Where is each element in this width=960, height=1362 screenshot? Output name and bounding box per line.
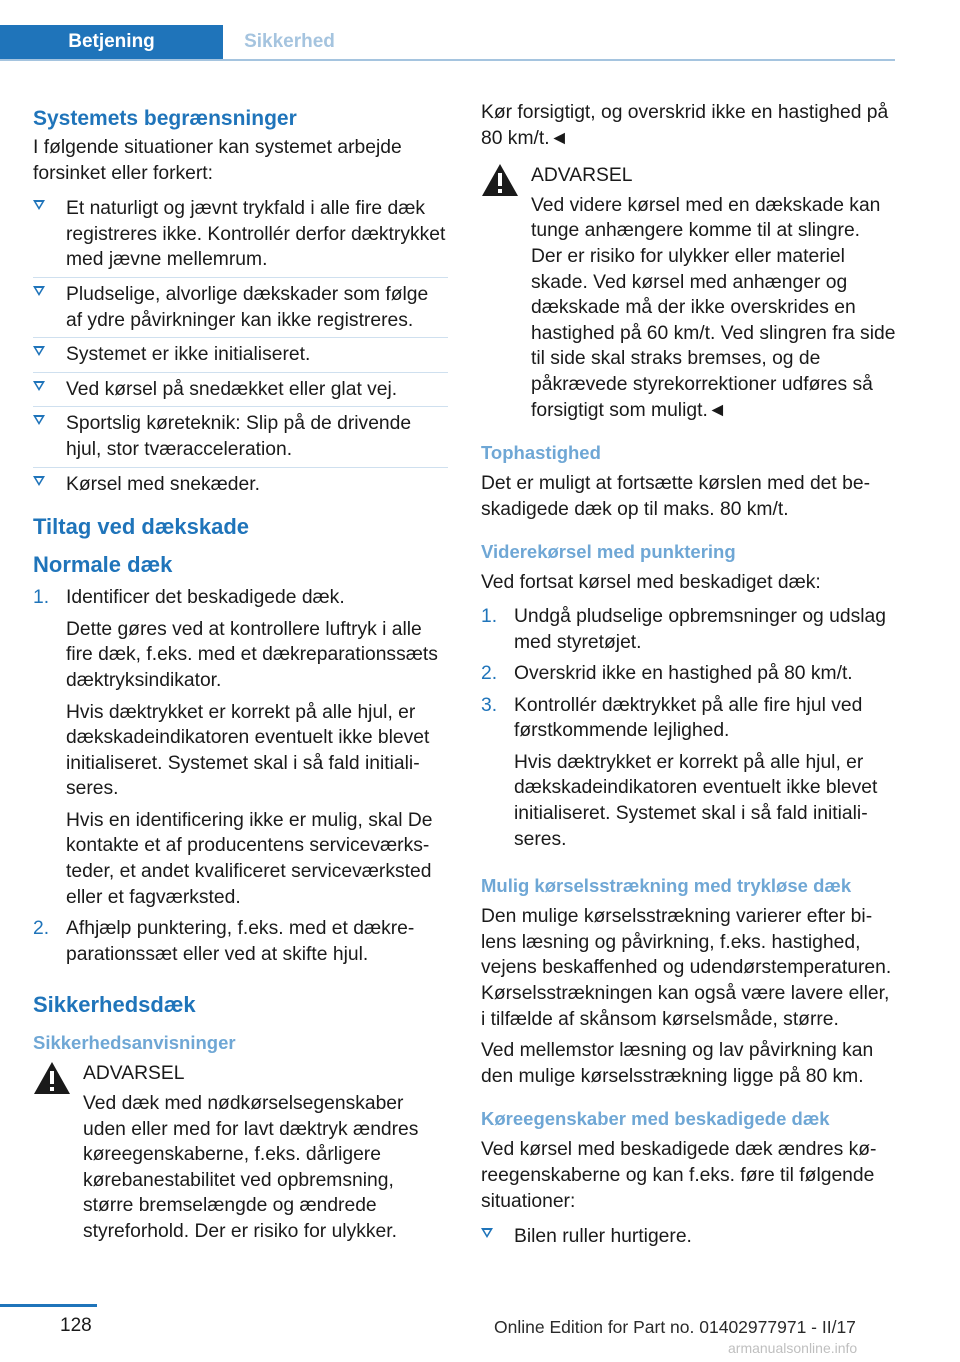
warning-text: Ved dæk med nødkørselsegenskaber uden eller med for lavt dæktryk ændres køreegenskaberne, f.eks. dårligere kørebanestabilitet ved opbremsning, større bremselængde og ændrede styreforhold. Der er risiko for ulykker. (83, 1093, 419, 1242)
warning-title: ADVARSEL (531, 165, 633, 187)
list-number: 1. (481, 605, 498, 627)
footer-accent-line (0, 1304, 97, 1307)
warning-triangle-icon (33, 1061, 71, 1095)
triangle-bullet-icon (33, 476, 45, 486)
tab-sikkerhed[interactable]: Sikkerhed (244, 31, 335, 52)
bullet-list-koereegenskaber (481, 1220, 896, 1254)
tab-betjening[interactable]: Betjening (0, 25, 223, 59)
list-number: 2. (481, 663, 498, 685)
header-divider (0, 59, 895, 61)
warning-box (33, 1061, 448, 1244)
list-item: 2. Overskrid ikke en hastighed på 80 km/t. (481, 659, 896, 691)
section-title-systemets-begraensninger: Systemets begrænsninger (33, 107, 297, 130)
list-item: Kørsel med snekæder. (33, 467, 448, 502)
warning-text: Ved videre kørsel med en dækskade kan tunge anhængere komme til at slingre. Der er risiko for ulykker eller materiel skade. Ved kørsel med anhænger og dækskade må der ikke overskrides en hastighed på 60 km/t. Ved slingren fra side til side skal straks bremses, og de påkrævede styrekorrektioner udføres så forsigtigt som muligt.◄ (531, 194, 896, 421)
list-number: 2. (33, 918, 50, 940)
triangle-bullet-icon (481, 1228, 493, 1238)
paragraph-mulig-1: Den mulige kørselsstrækning varierer efter bilens læsning og påvirkning, f.eks. hastighed, vejens beskaffenhed og udendørstemperaturen. Kørselsstrækningen kan også være lavere eller, i tilfælde af skånsom kørselsmåde, større. (481, 906, 892, 1030)
list-item: 2. Afhjælp punktering, f.eks. med et dækreparationssæt eller ved at skifte hjul. (33, 918, 415, 965)
subsection-title-tophastighed: Tophastighed (481, 442, 601, 464)
list-number: 3. (481, 694, 498, 716)
list-item: Et naturligt og jævnt trykfald i alle fire dæk registreres ikke. Kontrollér derfor dæktrykket med jævne mellemrum. (33, 192, 448, 277)
triangle-bullet-icon (33, 415, 45, 425)
paragraph-intro: I følgende situationer kan systemet arbejde forsinket eller forkert: (33, 137, 402, 184)
edition-text: Online Edition for Part no. 01402977971 - II/17 (494, 1317, 856, 1337)
triangle-bullet-icon (33, 346, 45, 356)
triangle-bullet-icon (33, 381, 45, 391)
left-column (33, 100, 448, 1255)
warning-title: ADVARSEL (83, 1063, 185, 1085)
list-item: Bilen ruller hurtigere. (481, 1220, 896, 1254)
paragraph-continued: Kør forsigtigt, og overskrid ikke en hastighed på 80 km/t.◄ (481, 102, 889, 149)
page-number: 128 (60, 1315, 92, 1336)
bullet-list-limitations (33, 192, 448, 501)
subsection-title-viderekoersel: Viderekørsel med punktering (481, 541, 736, 563)
list-item: Systemet er ikke initialiseret. (33, 337, 448, 372)
paragraph-koereegenskaber: Ved kørsel med beskadigede dæk ændres køreegenskaberne og kan f.eks. føre til følgende situationer: (481, 1139, 877, 1212)
triangle-bullet-icon (33, 286, 45, 296)
right-column (481, 100, 896, 1254)
numbered-list-viderekoersel (481, 602, 896, 856)
subsection-title-mulig-koerselsstraekning: Mulig kørselsstrækning med trykløse dæk (481, 875, 852, 897)
header-tabs (0, 25, 895, 61)
warning-box (481, 163, 896, 423)
watermark-text: armanualsonline.info (728, 1340, 858, 1356)
warning-triangle-icon (481, 163, 519, 197)
list-item: Ved kørsel på snedækket eller glat vej. (33, 372, 448, 407)
paragraph-viderekoersel: Ved fortsat kørsel med beskadiget dæk: (481, 572, 821, 594)
subsection-title-koereegenskaber: Køreegenskaber med beskadigede dæk (481, 1108, 830, 1130)
subsection-title-normale-daek: Normale dæk (33, 552, 173, 578)
list-item: 1. Undgå pludselige opbremsninger og udslag med styretøjet. (481, 605, 886, 653)
section-title-tiltag: Tiltag ved dækskade (33, 514, 250, 540)
numbered-list-normale-daek (33, 583, 448, 971)
section-title-sikkerhedsdaek: Sikkerhedsdæk (33, 992, 196, 1018)
triangle-bullet-icon (33, 200, 45, 210)
paragraph-tophastighed: Det er muligt at fortsætte kørslen med det beskadigede dæk op til maks. 80 km/t. (481, 473, 870, 520)
subsection-title-sikkerhedsanvisninger: Sikkerhedsanvisninger (33, 1032, 236, 1054)
paragraph-mulig-2: Ved mellemstor læsning og lav påvirkning kan den mulige kørselsstrækning ligge på 80 km. (481, 1040, 874, 1087)
list-item: 3. Kontrollér dæktrykket på alle fire hjul ved førstkommende lejlighed. Hvis dæktrykket er korrekt på alle hjul, er dækskadeindikatoren eventuelt ikke blevet initialiseret. Systemet skal i så fald initialiseres. (481, 694, 878, 850)
list-number: 1. (33, 587, 50, 609)
list-item: Pludselige, alvorlige dækskader som følge af ydre påvirkninger kan ikke registreres. (33, 277, 448, 337)
list-item: Sportslig køreteknik: Slip på de drivende hjul, stor tværacceleration. (33, 406, 448, 466)
list-item: 1. Identificer det beskadigede dæk. Dette gøres ved at kontrollere luftryk i alle fire dæk, f.eks. med et dækreparationssæts dæktryksindikator. Hvis dæktrykket er korrekt på alle hjul, er dækskadeindikatoren eventuelt ikke blevet initialiseret. Systemet skal i så fald initialiseres. Hvis en identificering ikke er mulig, skal De kontakte et af producentens serviceværksteder, et andet kvalificeret serviceværksted eller et fagværksted. (33, 587, 438, 908)
